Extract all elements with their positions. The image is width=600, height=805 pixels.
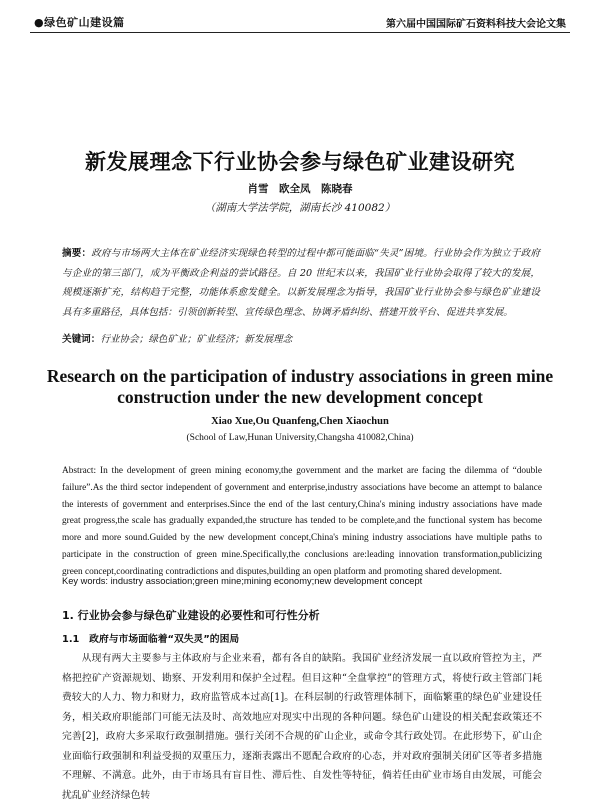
abstract-cn (62, 244, 540, 322)
body-text (62, 649, 542, 805)
keywords-cn-label: 关键词： (62, 334, 101, 345)
paper-title-en-line2: construction under the new development concept (117, 387, 483, 407)
subsection-heading-1-1: 1.1 政府与市场面临着“双失灵”的困局 (62, 634, 240, 645)
abstract-en (62, 463, 542, 581)
section-heading-1: 1. 行业协会参与绿色矿业建设的必要性和可行性分析 (62, 609, 320, 622)
body-paragraph: 从现有两大主要参与主体政府与企业来看，都有各自的缺陷。我国矿业经济发展一直以政府管控为主，严格把控矿产资源规划、勘察、开发利用和保护全过程。但目这种“全盘掌控”的管理方式，将使行政主管部门耗费较大的人力、物力和财力，政府监管成本过高[1]。在科层制的行政管理体制下，面临繁重的绿色矿业建设任务，相关政府职能部门可能无法及时、高效地应对现实中出现的各种问题。绿色矿山建设的相关配套政策还不完善[2]，政府大多采取行政强制措施。强行关闭不合规的矿山企业，或命令其行政处罚。在此形势下，矿山企业面临行政强制和利益受损的双重压力，逐渐表露出不愿配合政府的心态，并对政府强制关闭矿区等者多措施不理解、不满意。此外，由于市场具有盲目性、滞后性、自发性等特征，倘若任由矿业市场自由发展，可能会扰乱矿业经济绿色转 (62, 653, 542, 801)
paper-title-en (0, 366, 600, 408)
running-header-proceedings: 第六届中国国际矿石资料科技大会论文集 (386, 19, 566, 30)
keywords-en-label: Key words: (62, 576, 108, 586)
affiliation-en: (School of Law,Hunan University,Changsha 410082,China) (186, 433, 414, 443)
keywords-cn-text: 行业协会；绿色矿业；矿业经济；新发展理念 (100, 334, 293, 345)
paper-title-en-line1: Research on the participation of industry associations in green mine (46, 366, 554, 386)
affiliation-cn: （湖南大学法学院，湖南长沙 410082） (204, 202, 396, 214)
paper-title-cn: 新发展理念下行业协会参与绿色矿业建设研究 (85, 150, 515, 174)
keywords-en (62, 576, 542, 586)
authors-cn: 肖雪 欧全凤 陈晓春 (247, 183, 353, 195)
running-header-section: ●绿色矿山建设篇 (34, 16, 125, 29)
abstract-en-text: In the development of green mining economy,the government and the market are facing the dilemma of “double failure”.As the third sector independent of government and enterprise,industry associations have become an attempt to balance the interests of government and enterprises.Since the end of the last century,China's mining industry associations have made great progress,the scale has gradually expanded,the structure has tended to be complete,and the functional system has become more and more sound.Guided by the new development concept,China's mining industry associations have multiple paths to participate in the construction of green mine.Specifically,the conclusions are:leading innovation transformation,publicizing green concept,coordinating contradictions and disputes,building an open platform and promoting shared development. (62, 466, 542, 577)
abstract-cn-label: 摘要： (62, 248, 92, 259)
abstract-cn-text: 政府与市场两大主体在矿业经济实现绿色转型的过程中都可能面临“失灵”困境。行业协会作为独立于政府与企业的第三部门，成为平衡政企利益的尝试路径。自 20 世纪末以来，我国矿业行业协会取得了较大的发展，规模逐渐扩充，结构趋于完整，功能体系愈发健全。以新发展理念为指导，我国矿业行业协会参与绿色矿业建设具有多重路径，具体包括：引领创新转型、宣传绿色理念、协调矛盾纠纷、搭建开放平台、促进共享发展。 (62, 248, 541, 318)
keywords-en-text: industry association;green mine;mining economy;new development concept (110, 576, 423, 586)
header-rule (30, 32, 570, 33)
keywords-cn (62, 331, 540, 345)
authors-en: Xiao Xue,Ou Quanfeng,Chen Xiaochun (211, 416, 389, 427)
abstract-en-label: Abstract: (62, 466, 97, 476)
